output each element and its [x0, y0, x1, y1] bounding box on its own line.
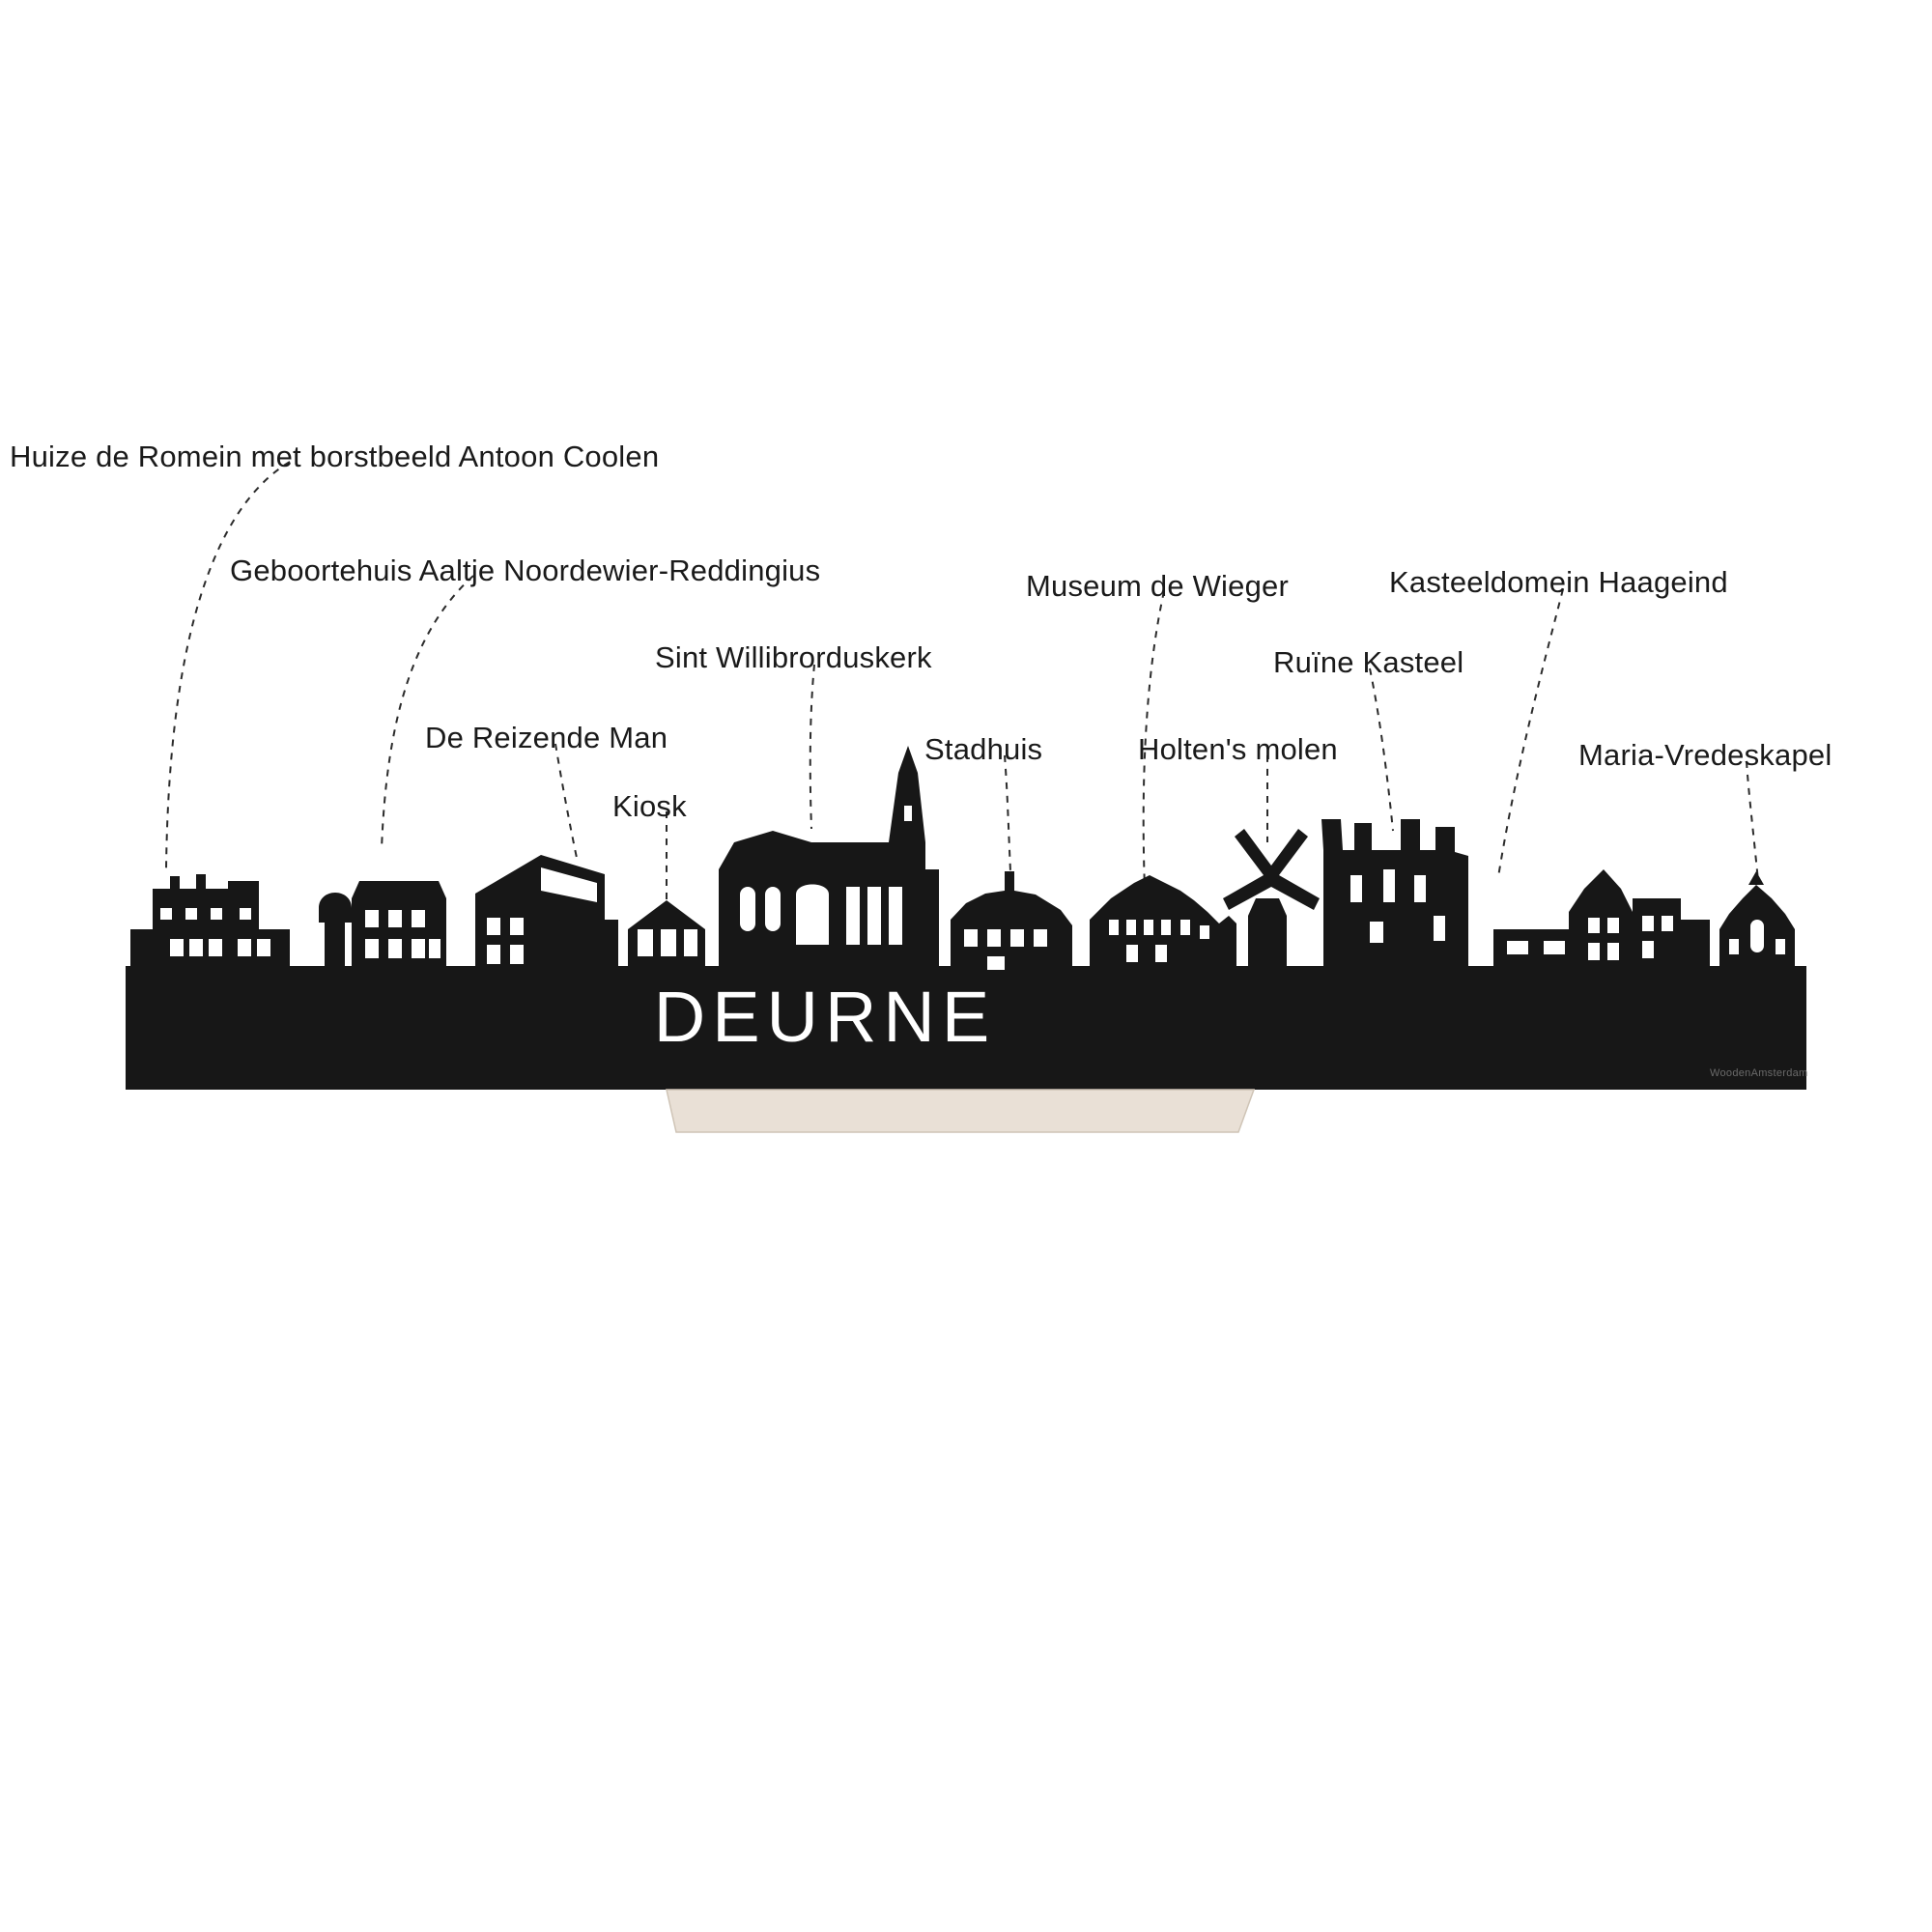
display-base [667, 1090, 1254, 1132]
leader-kasteeldomein-haageind [1498, 589, 1563, 877]
label-maria-vredeskapel: Maria-Vredeskapel [1578, 738, 1833, 772]
label-sint-willibrorduskerk: Sint Willibrorduskerk [655, 640, 932, 674]
statue-antoon-coolen [319, 893, 352, 966]
windmill-sails [1223, 829, 1320, 910]
label-museum-de-wieger: Museum de Wieger [1026, 569, 1289, 603]
label-huize-de-romein: Huize de Romein met borstbeeld Antoon Coolen [10, 440, 660, 473]
brand-watermark: WoodenAmsterdam [1710, 1067, 1808, 1079]
label-kiosk: Kiosk [612, 789, 687, 823]
label-kasteeldomein-haageind: Kasteeldomein Haageind [1389, 565, 1728, 599]
label-holtens-molen: Holten's molen [1138, 732, 1338, 766]
leader-stadhuis [1005, 755, 1010, 871]
leader-geboortehuis-aaltje [382, 576, 473, 850]
leader-maria-vredeskapel [1747, 761, 1758, 881]
leader-huize-de-romein [166, 462, 290, 869]
label-de-reizende-man: De Reizende Man [425, 721, 668, 754]
leader-ruine-kasteel [1370, 668, 1393, 831]
label-stadhuis: Stadhuis [924, 732, 1043, 766]
building-holtens-molen [1248, 898, 1287, 966]
label-ruine-kasteel: Ruïne Kasteel [1273, 645, 1464, 679]
city-wordmark: DEURNE [653, 977, 997, 1057]
label-geboortehuis-aaltje: Geboortehuis Aaltje Noordewier-Reddingius [230, 554, 821, 587]
leader-de-reizende-man [555, 744, 577, 858]
leader-sint-willibrorduskerk [810, 665, 814, 829]
leader-lines [166, 462, 1758, 903]
building-stadhuis [951, 871, 1072, 966]
